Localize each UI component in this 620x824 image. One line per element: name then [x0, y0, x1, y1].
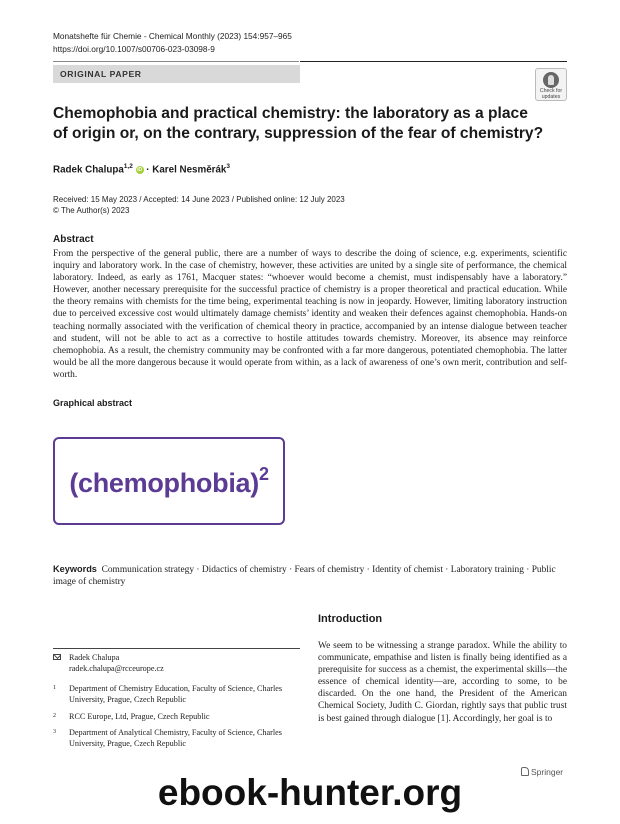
keywords-label: Keywords — [53, 564, 97, 574]
graphical-abstract-image — [53, 437, 285, 525]
bookmark-icon — [543, 72, 559, 88]
header-rule-left — [53, 61, 299, 62]
author-affiliation-mark: 3 — [226, 163, 230, 170]
journal-citation: Monatshefte für Chemie - Chemical Monthly (2023) 154:957–965 — [53, 31, 292, 41]
article-type-badge: ORIGINAL PAPER — [53, 65, 300, 83]
publication-dates — [53, 194, 345, 216]
author-separator: · — [143, 164, 153, 176]
author-name[interactable]: Karel Nesměrák — [152, 164, 227, 176]
graphical-abstract-heading: Graphical abstract — [53, 398, 133, 408]
abstract-text: From the perspective of the general public, there are a number of ways to describe the doing of science, e.g. experiments, scientific inquiry and laboratory work. In the case of chemistry, however, these activities are united by a single site of performance, the chemical laboratory. Indeed, as early as 1761, Macquer states: “whoever would become a chemist, must indispensably have a laboratory.” However, another necessary prerequisite for the successful practice of chemistry is a proper theoretical and practical education. While the theory remains with chemists for the time being, experimental teaching is now in jeopardy. However, limiting laboratory instruction due to perceived excessive cost would ultimately damage chemists’ identity and weaken their defences against chemophobia. Hands-on teaching normally associated with the verification of chemical theory in practice, accompanied by an intense dialogue between teacher and student, will not be able to act as a corrective to hostile attitudes towards chemistry. Moreover, its absence may reinforce chemophobia. As a result, the chemistry community may be confronted with a far more dangerous, potentiated chemophobia. The latter would be all the more dangerous because it would operate from within, as a lack of awareness of one’s own merit, contribution and self-worth. — [53, 249, 567, 380]
envelope-icon — [53, 654, 61, 660]
author-name[interactable]: Radek Chalupa — [53, 164, 124, 176]
doi-link[interactable]: https://doi.org/10.1007/s00706-023-03098-9 — [53, 44, 215, 54]
abstract-heading: Abstract — [53, 234, 94, 245]
affiliation-item: 1 Department of Chemistry Education, Faculty of Science, Charles University, Prague, Czech Republic — [53, 684, 283, 704]
journal-header — [53, 30, 292, 56]
history-dates: Received: 15 May 2023 / Accepted: 14 June 2023 / Published online: 12 July 2023 — [53, 195, 345, 204]
check-for-updates-label: Check for updates — [539, 88, 563, 100]
article-title: Chemophobia and practical chemistry: the laboratory as a place of origin or, on the contrary, suppression of the fear of chemistry? — [53, 105, 544, 142]
introduction-text: We seem to be witnessing a strange paradox. While the ability to communicate, empathise and listen is finally being identified as a prerequisite for success as a chemist, the experimental skills—the essence of chemical identity—are, according to some, to be discarded. On the one hand, the President of the American Chemical Society, Judith C. Giordan, rightly says that public trust is best gained through dialogue [1]. Accordingly, her goal is to — [318, 641, 567, 724]
introduction-heading: Introduction — [318, 613, 383, 625]
publisher-logo: Springer — [521, 767, 563, 777]
corresponding-author — [53, 652, 164, 674]
orcid-icon[interactable]: iD — [137, 167, 143, 174]
contact-name: Radek Chalupa — [69, 653, 120, 662]
header-rule-right — [300, 61, 567, 62]
watermark: ebook-hunter.org — [157, 772, 463, 813]
check-for-updates-button[interactable] — [535, 68, 567, 101]
graphical-abstract-text: (chemophobia)$^2$ — [69, 463, 269, 498]
copyright: © The Author(s) 2023 — [53, 206, 130, 215]
affiliation-item: 3 Department of Analytical Chemistry, Faculty of Science, Charles University, Prague, Czech Republic — [53, 728, 282, 748]
keywords — [53, 563, 567, 588]
contact-email[interactable]: radek.chalupa@rcceurope.cz — [69, 664, 164, 673]
affiliation-item: 2 RCC Europe, Ltd, Prague, Czech Republic — [53, 712, 210, 721]
author-list — [53, 163, 230, 175]
author-affiliation-mark: 1,2 — [123, 163, 133, 170]
footnote-rule — [53, 648, 300, 649]
keywords-list: Communication strategy · Didactics of chemistry · Fears of chemistry · Identity of chemist · Laboratory training · Public image of chemistry — [53, 565, 556, 587]
